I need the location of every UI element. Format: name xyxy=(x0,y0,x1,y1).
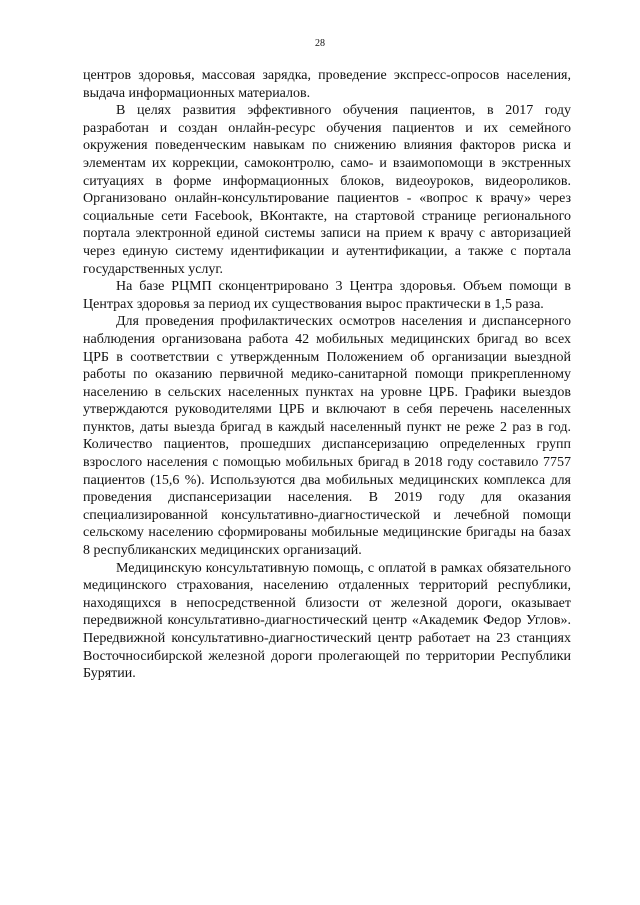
page-number: 28 xyxy=(315,38,325,49)
paragraph-online-education: В целях развития эффективного обучения пациентов, в 2017 году разработан и создан онлайн-ресурс обучения пациентов и их семейного окружения поведенческим навыкам по снижению влияния факторов риска и элементам их коррекции, самоконтролю, само- и взаимопомощи в экстренных ситуациях в форме информационных блоков, видеоуроков, видеороликов. Организовано онлайн-консультирование пациентов - «вопрос к врачу» через социальные сети Facebook, ВКонтакте, на стартовой странице регионального портала электронной единой системы записи на прием к врачу с авторизацией через единую систему идентификации и аутентификации, а также с портала государственных услуг. xyxy=(83,103,571,277)
paragraph-continuation: центров здоровья, массовая зарядка, проведение экспресс-опросов населения, выдача информационных материалов. xyxy=(83,68,571,101)
page-body xyxy=(83,67,571,683)
paragraph-health-centers: На базе РЦМП сконцентрировано 3 Центра здоровья. Объем помощи в Центрах здоровья за период их существования вырос практически в 1,5 раза. xyxy=(83,279,571,312)
paragraph-mobile-diagnostic-center: Медицинскую консультативную помощь, с оплатой в рамках обязательного медицинского страхования, населению отдаленных территорий республики, находящихся в непосредственной близости от железной дороги, оказывает передвижной консультативно-диагностический центр «Академик Федор Углов». Передвижной консультативно-диагностический центр работает на 23 станциях Восточносибирской железной дороги пролегающей по территории Республики Бурятии. xyxy=(83,560,571,682)
paragraph-mobile-brigades: Для проведения профилактических осмотров населения и диспансерного наблюдения организована работа 42 мобильных медицинских бригад во всех ЦРБ в соответствии с утвержденным Положением об организации выездной работы по оказанию первичной медико-санитарной помощи прикрепленному населению в сельских населенных пунктах на уровне ЦРБ. Графики выездов утверждаются руководителями ЦРБ и включают в себя перечень населенных пунктов, даты выезда бригад в каждый населенный пункт не реже 2 раз в год. Количество пациентов, прошедших диспансеризацию определенных групп взрослого населения с помощью мобильных бригад в 2018 году составило 7757 пациентов (15,6 %). Используются два мобильных медицинских комплекса для проведения диспансеризации населения. В 2019 году для оказания специализированной консультативно-диагностической и лечебной помощи сельскому населению сформированы мобильные медицинские бригады на базах 8 республиканских медицинских организаций. xyxy=(83,314,571,559)
